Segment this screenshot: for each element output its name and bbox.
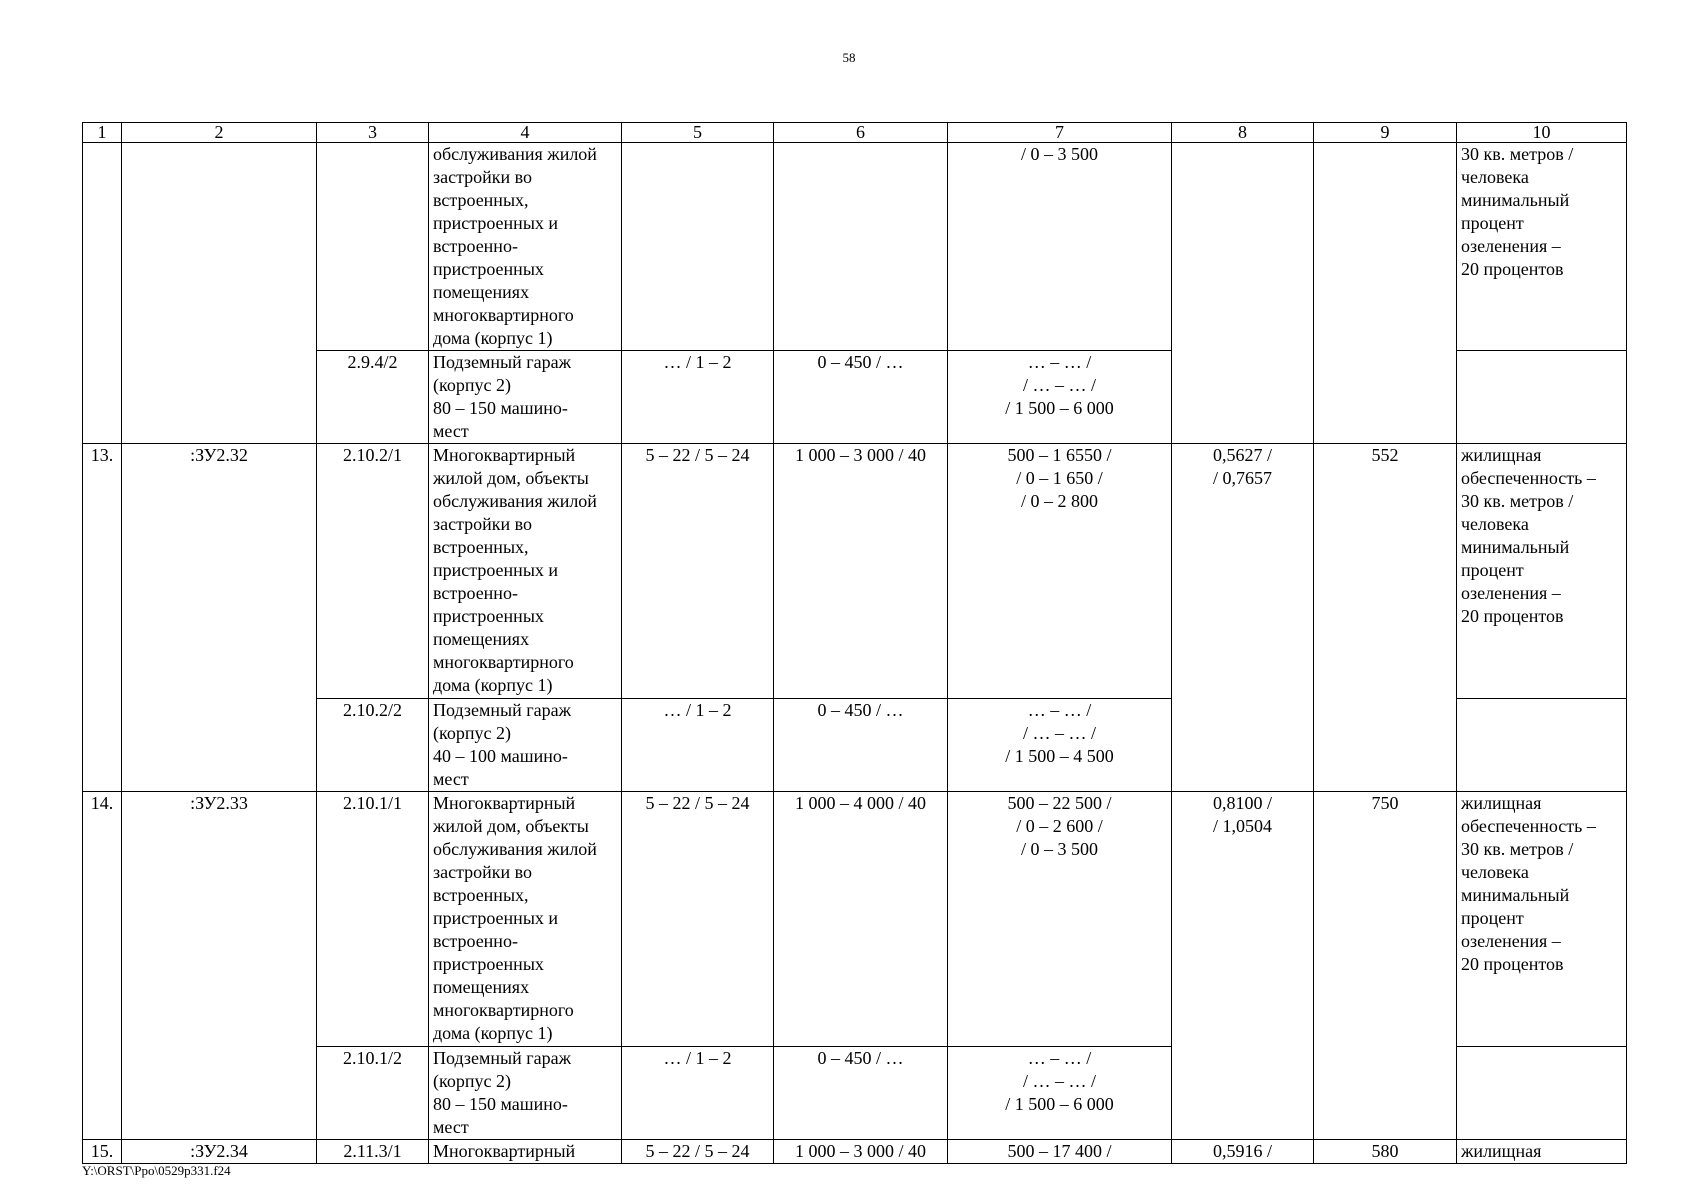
floor-area-value: … – … / / … – … / / 1 500 – 6 000: [948, 1047, 1172, 1140]
residents-value: 580: [1314, 1140, 1457, 1164]
table-row: [83, 143, 1627, 351]
header-cell: 9: [1314, 123, 1457, 143]
floors-value: … / 1 – 2: [622, 1047, 774, 1140]
object-code: 2.11.3/1: [317, 1140, 429, 1164]
requirements-note: жилищная: [1457, 1140, 1627, 1164]
row-number: 15.: [83, 1140, 122, 1164]
header-cell: 2: [122, 123, 317, 143]
floor-area-value: 500 – 1 6550 / / 0 – 1 650 / / 0 – 2 800: [948, 444, 1172, 699]
object-description: Многоквартирный жилой дом, объекты обслуживания жилой застройки во встроенных, пристроенных и встроенно- пристроенных помещениях многоквартирного дома (корпус 1): [429, 792, 622, 1047]
residents-value: 750: [1314, 792, 1457, 1140]
requirements-note: [1457, 699, 1627, 792]
page-number: 58: [842, 50, 856, 65]
header-cell: 7: [948, 123, 1172, 143]
lot-id: [122, 143, 317, 444]
header-cell: 6: [774, 123, 948, 143]
area-value: [774, 143, 948, 351]
residents-value: [1314, 143, 1457, 444]
header-cell: 10: [1457, 123, 1627, 143]
area-value: 0 – 450 / …: [774, 1047, 948, 1140]
table-row: [83, 792, 1627, 1047]
ratio-value: 0,5916 /: [1172, 1140, 1314, 1164]
object-code: 2.10.1/2: [317, 1047, 429, 1140]
object-description: Многоквартирный жилой дом, объекты обслуживания жилой застройки во встроенных, пристроенных и встроенно- пристроенных помещениях многоквартирного дома (корпус 1): [429, 444, 622, 699]
object-description: Подземный гараж (корпус 2) 80 – 150 машино- мест: [429, 1047, 622, 1140]
floor-area-value: … – … / / … – … / / 1 500 – 6 000: [948, 351, 1172, 444]
object-description: Многоквартирный: [429, 1140, 622, 1164]
requirements-note: [1457, 351, 1627, 444]
ratio-value: 0,5627 / / 0,7657: [1172, 444, 1314, 792]
header-cell: 8: [1172, 123, 1314, 143]
area-value: 1 000 – 3 000 / 40: [774, 444, 948, 699]
floors-value: 5 – 22 / 5 – 24: [622, 1140, 774, 1164]
row-number: 13.: [83, 444, 122, 792]
object-description: обслуживания жилой застройки во встроенных, пристроенных и встроенно- пристроенных помещениях многоквартирного дома (корпус 1): [429, 143, 622, 351]
table-row: [83, 444, 1627, 699]
table-row: [83, 1140, 1627, 1164]
floor-area-value: … – … / / … – … / / 1 500 – 4 500: [948, 699, 1172, 792]
area-value: 1 000 – 4 000 / 40: [774, 792, 948, 1047]
object-description: Подземный гараж (корпус 2) 80 – 150 машино- мест: [429, 351, 622, 444]
lot-id: :ЗУ2.33: [122, 792, 317, 1140]
column-number-row: [83, 123, 1627, 143]
row-number: [83, 143, 122, 444]
object-code: 2.10.2/1: [317, 444, 429, 699]
area-value: 1 000 – 3 000 / 40: [774, 1140, 948, 1164]
requirements-note: жилищная обеспеченность – 30 кв. метров / человека минимальный процент озеленения – 20 процентов: [1457, 444, 1627, 699]
regulations-table: [82, 122, 1627, 1164]
floor-area-value: 500 – 22 500 / / 0 – 2 600 / / 0 – 3 500: [948, 792, 1172, 1047]
object-description: Подземный гараж (корпус 2) 40 – 100 машино- мест: [429, 699, 622, 792]
file-path-footer: Y:\ORST\Ppo\0529p331.f24: [82, 1163, 231, 1178]
floor-area-value: 500 – 17 400 /: [948, 1140, 1172, 1164]
lot-id: :ЗУ2.32: [122, 444, 317, 792]
area-value: 0 – 450 / …: [774, 351, 948, 444]
requirements-note: 30 кв. метров / человека минимальный процент озеленения – 20 процентов: [1457, 143, 1627, 351]
requirements-note: жилищная обеспеченность – 30 кв. метров / человека минимальный процент озеленения – 20 процентов: [1457, 792, 1627, 1047]
row-number: 14.: [83, 792, 122, 1140]
ratio-value: [1172, 143, 1314, 444]
floor-area-value: / 0 – 3 500: [948, 143, 1172, 351]
lot-id: :ЗУ2.34: [122, 1140, 317, 1164]
header-cell: 4: [429, 123, 622, 143]
floors-value: … / 1 – 2: [622, 351, 774, 444]
object-code: 2.9.4/2: [317, 351, 429, 444]
floors-value: 5 – 22 / 5 – 24: [622, 792, 774, 1047]
floors-value: 5 – 22 / 5 – 24: [622, 444, 774, 699]
requirements-note: [1457, 1047, 1627, 1140]
floors-value: … / 1 – 2: [622, 699, 774, 792]
header-cell: 3: [317, 123, 429, 143]
object-code: 2.10.2/2: [317, 699, 429, 792]
residents-value: 552: [1314, 444, 1457, 792]
object-code: 2.10.1/1: [317, 792, 429, 1047]
object-code: [317, 143, 429, 351]
floors-value: [622, 143, 774, 351]
header-cell: 1: [83, 123, 122, 143]
ratio-value: 0,8100 / / 1,0504: [1172, 792, 1314, 1140]
area-value: 0 – 450 / …: [774, 699, 948, 792]
header-cell: 5: [622, 123, 774, 143]
